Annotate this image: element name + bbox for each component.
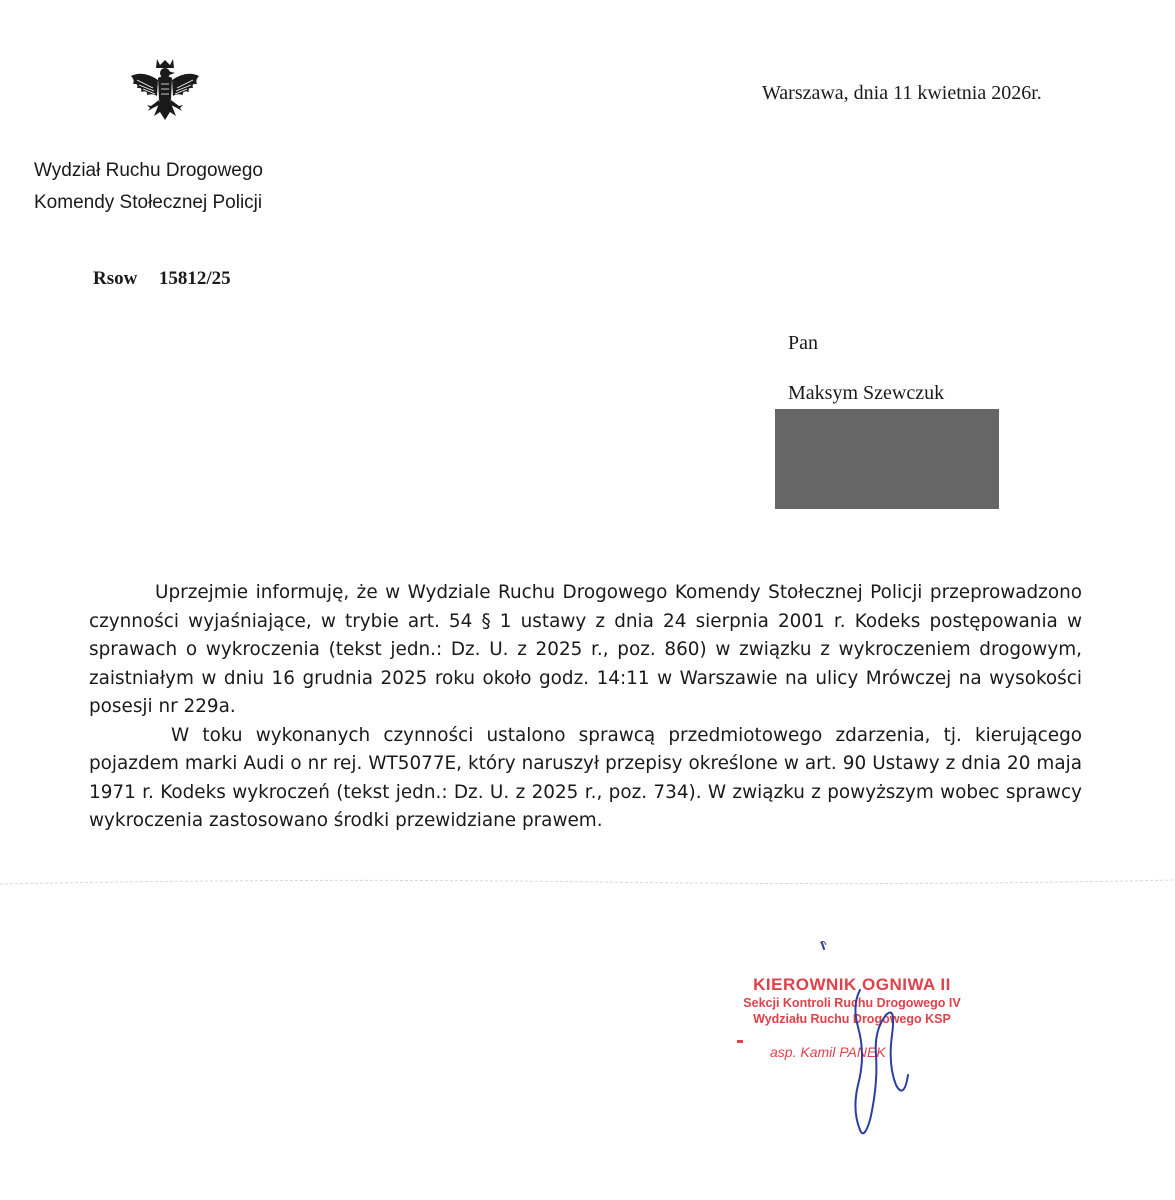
body-paragraph-2: W toku wykonanych czynności ustalono sprawcą przedmiotowego zdarzenia, tj. kierującego pojazdem marki Audi o nr rej. WT5077E, który naruszył przepisy określone w art. 90 Ustawy z dnia 20 maja 1971 r. Kodeks wykroczeń (tekst jedn.: Dz. U. z 2025 r., poz. 734). W związku z powyższym wobec sprawcy wykroczenia zastosowano środki przewidziane prawem.: [89, 724, 1082, 831]
issuing-unit: [34, 155, 263, 219]
stamp-title: KIEROWNIK OGNIWA II: [753, 975, 951, 994]
stamp-line-2: Wydziału Ruchu Drogowego KSP: [753, 1012, 951, 1026]
stamp-signer: asp. Kamil PANEK: [770, 1044, 886, 1060]
issuing-unit-line1: Wydział Ruchu Drogowego: [34, 160, 263, 181]
stamp-mark: [737, 1040, 743, 1043]
reference-number: Rsow 15812/25: [93, 268, 231, 289]
addressee-salutation: Pan: [788, 332, 818, 354]
letter-body: [89, 579, 1082, 836]
letter-date: Warszawa, dnia 11 kwietnia 2026r.: [762, 82, 1042, 104]
redacted-address-block: [775, 409, 999, 509]
addressee-name: Maksym Szewczuk: [788, 382, 945, 404]
issuing-unit-line2: Komendy Stołecznej Policji: [34, 192, 263, 213]
stamp-line-1: Sekcji Kontroli Ruchu Drogowego IV: [743, 996, 961, 1010]
polish-eagle-emblem: [123, 56, 207, 130]
handwritten-signature: [800, 935, 940, 1145]
body-paragraph-1: Uprzejmie informuję, że w Wydziale Ruchu Drogowego Komendy Stołecznej Policji przeprowadzono czynności wyjaśniające, w trybie art. 54 § 1 ustawy z dnia 24 sierpnia 2001 r. Kodeks postępowania w sprawach o wykroczenia (tekst jedn.: Dz. U. z 2025 r., poz. 860) w związku z wykroczeniem drogowym, zaistniałym w dniu 16 grudnia 2025 roku około godz. 14:11 w Warszawie na ulicy Mrówczej na wysokości posesji nr 229a.: [89, 582, 1082, 717]
page-fold-line: [0, 872, 1175, 892]
